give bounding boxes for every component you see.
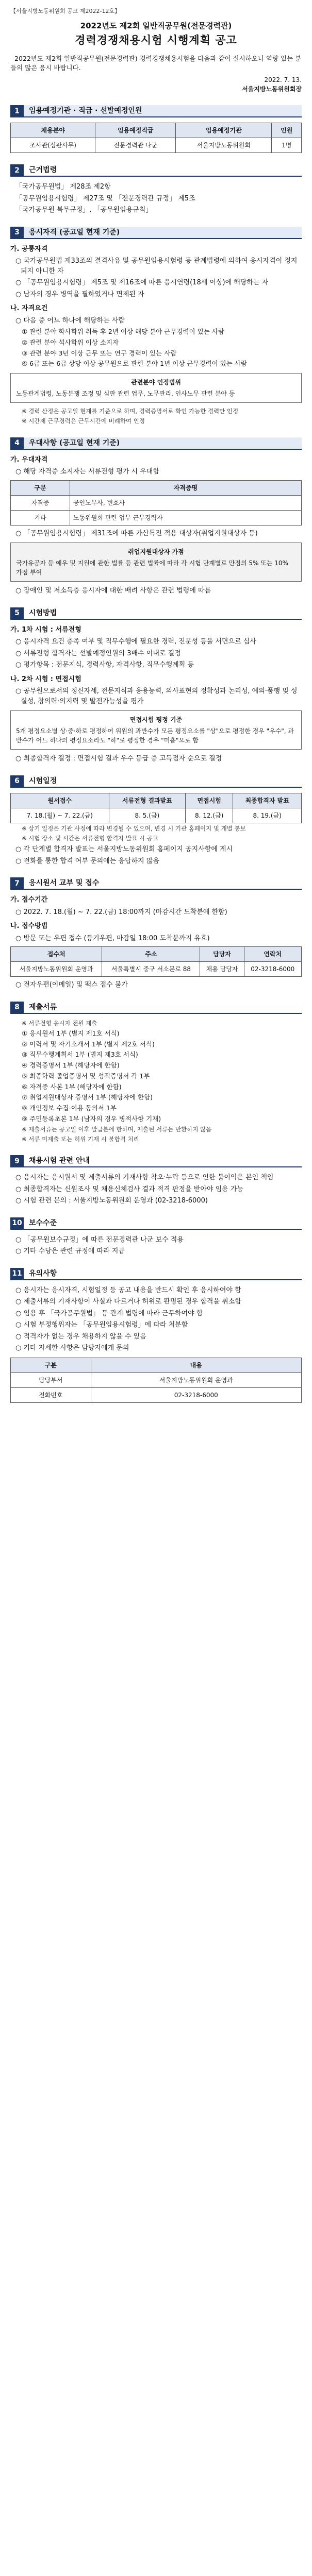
section-8-header xyxy=(10,1002,302,1014)
paragraph: ○ 제출서류의 기재사항이 사실과 다르거나 허위로 판명된 경우 합격을 취소함 xyxy=(15,1298,241,1306)
table-header: 담당자 xyxy=(200,947,244,962)
table-cell: 공인노무사, 변호사 xyxy=(70,495,301,510)
table-cell: 자격증 xyxy=(11,495,70,510)
preference-table xyxy=(10,480,302,526)
paragraph: ○ 방문 또는 우편 접수 (등기우편, 마감일 18:00 도착분까지 유효) xyxy=(15,934,210,942)
section-title: 임용예정기관 · 직급 · 선발예정인원 xyxy=(24,105,302,117)
table-header: 구분 xyxy=(11,480,70,495)
table-row xyxy=(11,808,302,823)
paragraph: ○ 장애인 및 저소득층 응시자에 대한 배려 사항은 관련 법령에 따름 xyxy=(15,587,211,595)
table-cell: 8. 19.(금) xyxy=(233,808,302,823)
section-title: 보수수준 xyxy=(24,1217,302,1230)
section-7-header xyxy=(10,877,302,890)
list-item: ③ 직무수행계획서 1부 (별지 제3호 서식) xyxy=(22,1050,138,1059)
section-2-header xyxy=(10,164,302,177)
paragraph: ○ 남자의 경우 병역을 필하였거나 면제된 자 xyxy=(15,290,144,298)
list-item: ① 응시원서 1부 (별지 제1호 서식) xyxy=(22,1029,120,1037)
list-item: ④ 6급 또는 6급 상당 이상 공무원으로 관련 분야 1년 이상 근무경력이 있는 사람 xyxy=(22,360,247,368)
paragraph: ○ 최종합격자 결정 : 면접시험 결과 우수 등급 중 고득점자 순으로 결정 xyxy=(15,755,222,762)
paragraph: ○ 응시자격 요건 충족 여부 및 직무수행에 필요한 경력, 전문성 등을 서면으로 심사 xyxy=(15,638,256,646)
section-number: 8 xyxy=(10,1002,24,1014)
section-title: 유의사항 xyxy=(24,1268,302,1280)
section-number: 11 xyxy=(10,1268,24,1280)
table-header: 구분 xyxy=(11,1358,91,1372)
note: ※ 서류전형 응시자 전원 제출 xyxy=(22,1019,97,1027)
table-header: 내용 xyxy=(91,1358,301,1372)
section-4-header xyxy=(10,437,302,450)
section-3-header xyxy=(10,227,302,239)
paragraph: ○ 공무원으로서의 정신자세, 전문지식과 응용능력, 의사표현의 정확성과 논리성, 예의·품행 및 성실성, 창의력·의지력 및 발전가능성을 평가 xyxy=(15,687,298,705)
list-item: ⑥ 자격증 사본 1부 (해당자에 한함) xyxy=(22,1082,122,1091)
section-title: 근거법령 xyxy=(24,164,302,177)
subheading: 가. 접수기간 xyxy=(10,896,48,904)
notice-page xyxy=(10,0,302,1428)
info-box xyxy=(10,543,302,582)
section-title: 시험방법 xyxy=(24,607,302,620)
paragraph: ○ 응시자는 응시원서 및 제출서류의 기재사항 착오·누락 등으로 인한 불이익은 본인 책임 xyxy=(15,1174,274,1181)
schedule-table xyxy=(10,793,302,823)
section-title: 채용시험 관련 안내 xyxy=(24,1155,302,1167)
section-number: 5 xyxy=(10,607,24,620)
paragraph: ○ 2022. 7. 18.(월) ~ 7. 22.(금) 18:00까지 (마감시간 도착분에 한함) xyxy=(15,908,227,916)
table-cell: 1명 xyxy=(272,138,302,153)
note: ※ 제출서류는 공고일 이후 발급분에 한하며, 제출된 서류는 반환하지 않음 xyxy=(22,1125,212,1133)
note: ※ 시험 장소 및 시간은 서류전형 합격자 발표 시 공고 xyxy=(22,834,158,842)
table-cell: 전화번호 xyxy=(11,1387,91,1402)
submission-table xyxy=(10,946,302,977)
box-title: 관련분야 인정범위 xyxy=(131,379,181,386)
section-number: 1 xyxy=(10,105,24,117)
section-11-header xyxy=(10,1268,302,1280)
section-title: 응시원서 교부 및 접수 xyxy=(24,877,302,890)
table-header: 임용예정기관 xyxy=(176,123,272,138)
section-number: 6 xyxy=(10,775,24,788)
subheading: 나. 자격요건 xyxy=(10,304,48,312)
list-item: ② 관련 분야 석사학위 이상 소지자 xyxy=(22,338,119,346)
table-header: 인원 xyxy=(272,123,302,138)
intro-text: 2022년도 제2회 일반직공무원(전문경력관) 경력경쟁채용시험을 다음과 같이 실시하오니 역량 있는 분들의 많은 응시 바랍니다. xyxy=(10,54,302,72)
note: ※ 상기 일정은 기관 사정에 따라 변경될 수 있으며, 변경 시 기관 홈페이지 및 개별 통보 xyxy=(22,824,246,832)
box-text: 5개 평정요소별 상·중·하로 평정하여 위원의 과반수가 모든 평정요소를 "상"으로 평정한 경우 "우수", 과반수가 어느 하나의 평정요소라도 "하"로 평정한 경우 "미흡"으로 함 xyxy=(16,727,294,744)
title-block xyxy=(10,20,302,49)
table-cell: 02-3218-6000 xyxy=(91,1387,301,1402)
table-cell: 8. 12.(금) xyxy=(186,808,233,823)
section-number: 2 xyxy=(10,164,24,177)
list-item: 「국가공무원 복무규정」, 「공무원임용규칙」 xyxy=(15,206,153,214)
paragraph: ○ 다음 중 어느 하나에 해당하는 사람 xyxy=(15,316,125,325)
table-cell: 서울지방노동위원회 운영과 xyxy=(91,1372,301,1387)
table-cell: 노동위원회 관련 업무 근무경력자 xyxy=(70,510,301,525)
info-box xyxy=(10,710,302,750)
section-number: 3 xyxy=(10,227,24,239)
table-cell: 채용 담당자 xyxy=(200,962,244,977)
table-header: 최종합격자 발표 xyxy=(233,793,302,808)
paragraph: ○ 평가항목 : 전문지식, 경력사항, 자격사항, 직무수행계획 등 xyxy=(15,661,194,669)
table-header: 자격증명 xyxy=(70,480,301,495)
table-header: 주소 xyxy=(102,947,200,962)
paragraph: ○ 서류전형 합격자는 선발예정인원의 3배수 이내로 결정 xyxy=(15,649,181,657)
paragraph: ○ 시험 관련 문의 : 서울지방노동위원회 운영과 (02-3218-6000) xyxy=(15,1197,208,1205)
paragraph: ○ 기타 수당은 관련 규정에 따라 지급 xyxy=(15,1247,125,1255)
list-item: ⑤ 최종학력 졸업증명서 및 성적증명서 각 1부 xyxy=(22,1072,150,1080)
section-title: 시험일정 xyxy=(24,775,302,788)
subheading: 가. 우대자격 xyxy=(10,455,48,464)
title-sub: 2022년도 제2회 일반직공무원(전문경력관) xyxy=(80,21,232,30)
paragraph: ○ 전화를 통한 합격 여부 문의에는 응답하지 않음 xyxy=(15,857,159,865)
box-title: 면접시험 평정 기준 xyxy=(129,716,183,723)
page-title: 경력경쟁채용시험 시행계획 공고 xyxy=(75,34,237,46)
list-item: ⑦ 취업지원대상자 증명서 1부 (해당자에 한함) xyxy=(22,1093,153,1101)
table-header: 접수처 xyxy=(11,947,102,962)
table-header: 면접시험 xyxy=(186,793,233,808)
table-header: 연락처 xyxy=(244,947,301,962)
table-cell: 전문경력관 나군 xyxy=(95,138,176,153)
table-row xyxy=(11,1372,302,1387)
paragraph: ○ 「공무원임용시험령」 제5조 및 제16조에 따른 응시연령(18세 이상)에 해당하는 자 xyxy=(15,279,269,286)
section-9-header xyxy=(10,1155,302,1167)
table-cell: 담당부서 xyxy=(11,1372,91,1387)
section-title: 제출서류 xyxy=(24,1002,302,1014)
paragraph: ○ 「공무원보수규정」에 따른 전문경력관 나군 보수 적용 xyxy=(15,1235,184,1244)
paragraph: ○ 「공무원임용시험령」 제31조에 따른 가산특전 적용 대상자(취업지원대상자 등) xyxy=(15,529,258,537)
list-item: ③ 관련 분야 3년 이상 근무 또는 연구 경력이 있는 사람 xyxy=(22,349,177,357)
list-item: ⑨ 주민등록초본 1부 (남자의 경우 병적사항 기재) xyxy=(22,1114,161,1123)
table-row xyxy=(11,138,302,153)
signer xyxy=(10,75,302,94)
subheading: 나. 접수방법 xyxy=(10,922,48,930)
table-cell: 서울특별시 중구 서소문로 88 xyxy=(102,962,200,977)
table-cell: 조사관(심판사무) xyxy=(11,138,95,153)
paragraph: ○ 적격자가 없는 경우 채용하지 않을 수 있음 xyxy=(15,1332,146,1341)
section-1-header xyxy=(10,105,302,117)
paragraph: ○ 임용 후 「국가공무원법」 등 관계 법령에 따라 근무하여야 함 xyxy=(15,1309,203,1317)
section-title: 우대사항 (공고일 현재 기준) xyxy=(24,437,302,450)
table-header: 원서접수 xyxy=(11,793,109,808)
position-table xyxy=(10,123,302,153)
contact-table xyxy=(10,1358,302,1403)
list-item: ① 관련 분야 학사학위 취득 후 2년 이상 해당 분야 근무경력이 있는 사람 xyxy=(22,328,224,335)
table-row xyxy=(11,510,302,525)
paragraph: ○ 각 단계별 합격자 발표는 서울지방노동위원회 홈페이지 공지사항에 게시 xyxy=(15,845,233,853)
box-text: 노동관계법령, 노동분쟁 조정 및 심판 관련 업무, 노무관리, 인사노무 관련 분야 등 xyxy=(16,390,235,397)
subheading: 가. 1차 시험 : 서류전형 xyxy=(10,625,81,634)
list-item: ⑧ 개인정보 수집·이용 동의서 1부 xyxy=(22,1104,117,1112)
paragraph: ○ 해당 자격증 소지자는 서류전형 평가 시 우대함 xyxy=(15,468,159,476)
box-title: 취업지원대상자 가점 xyxy=(128,548,184,555)
paragraph: ○ 기타 자세한 사항은 담당자에게 문의 xyxy=(15,1344,129,1352)
table-row xyxy=(11,1387,302,1402)
table-cell: 기타 xyxy=(11,510,70,525)
section-10-header xyxy=(10,1217,302,1230)
paragraph: ○ 시험 부정행위자는 「공무원임용시험령」에 따라 처분함 xyxy=(15,1321,188,1329)
list-item: 「국가공무원법」 제28조 제2항 xyxy=(15,183,111,191)
table-cell: 서울지방노동위원회 운영과 xyxy=(11,962,102,977)
paragraph: ○ 국가공무원법 제33조의 결격사유 및 공무원임용시험령 등 관계법령에 의하여 응시자격이 정지되지 아니한 자 xyxy=(15,257,298,275)
section-5-header xyxy=(10,607,302,620)
section-title: 응시자격 (공고일 현재 기준) xyxy=(24,227,302,239)
section-number: 10 xyxy=(10,1217,24,1230)
section-6-header xyxy=(10,775,302,788)
signer-org: 서울지방노동위원회장 xyxy=(242,86,302,93)
paragraph: ○ 응시자는 응시자격, 시험일정 등 공고 내용을 반드시 확인 후 응시하여야 함 xyxy=(15,1286,241,1294)
section-number: 4 xyxy=(10,437,24,450)
box-text: 국가유공자 등 예우 및 지원에 관한 법률 등 관련 법률에 따라 각 시험 단계별로 만점의 5% 또는 10% 가점 부여 xyxy=(16,560,288,576)
section-number: 7 xyxy=(10,877,24,890)
paragraph: ○ 최종합격자는 신원조사 및 채용신체검사 결과 적격 판정을 받아야 임용 가능 xyxy=(15,1185,243,1193)
note: ※ 시간제 근무경력은 근무시간에 비례하여 인정 xyxy=(22,417,145,425)
table-cell: 02-3218-6000 xyxy=(244,962,301,977)
table-header: 임용예정직급 xyxy=(95,123,176,138)
subheading: 가. 공통자격 xyxy=(10,245,48,253)
signer-date: 2022. 7. 13. xyxy=(264,76,302,83)
table-row xyxy=(11,962,302,977)
paragraph: ○ 전자우편(이메일) 및 팩스 접수 불가 xyxy=(15,981,128,989)
subheading: 나. 2차 시험 : 면접시험 xyxy=(10,675,81,683)
list-item: ② 이력서 및 자기소개서 1부 (별지 제2호 서식) xyxy=(22,1040,155,1048)
table-cell: 서울지방노동위원회 xyxy=(176,138,272,153)
list-item: 「공무원임용시험령」 제27조 및 「전문경력관 규정」 제5조 xyxy=(15,194,195,202)
table-row xyxy=(11,495,302,510)
table-header: 서류전형 결과발표 xyxy=(109,793,185,808)
info-box xyxy=(10,373,302,403)
doc-tag: 【서울지방노동위원회 공고 제2022-12호】 xyxy=(10,8,121,14)
table-cell: 7. 18.(월) ~ 7. 22.(금) xyxy=(11,808,109,823)
table-cell: 8. 5.(금) xyxy=(109,808,185,823)
list-item: ④ 경력증명서 1부 (해당자에 한함) xyxy=(22,1061,120,1069)
table-header: 채용분야 xyxy=(11,123,95,138)
section-number: 9 xyxy=(10,1155,24,1167)
note: ※ 경력 산정은 공고일 현재를 기준으로 하며, 경력증명서로 확인 가능한 경력만 인정 xyxy=(22,408,239,415)
note: ※ 서류 미제출 또는 허위 기재 시 불합격 처리 xyxy=(22,1135,139,1143)
